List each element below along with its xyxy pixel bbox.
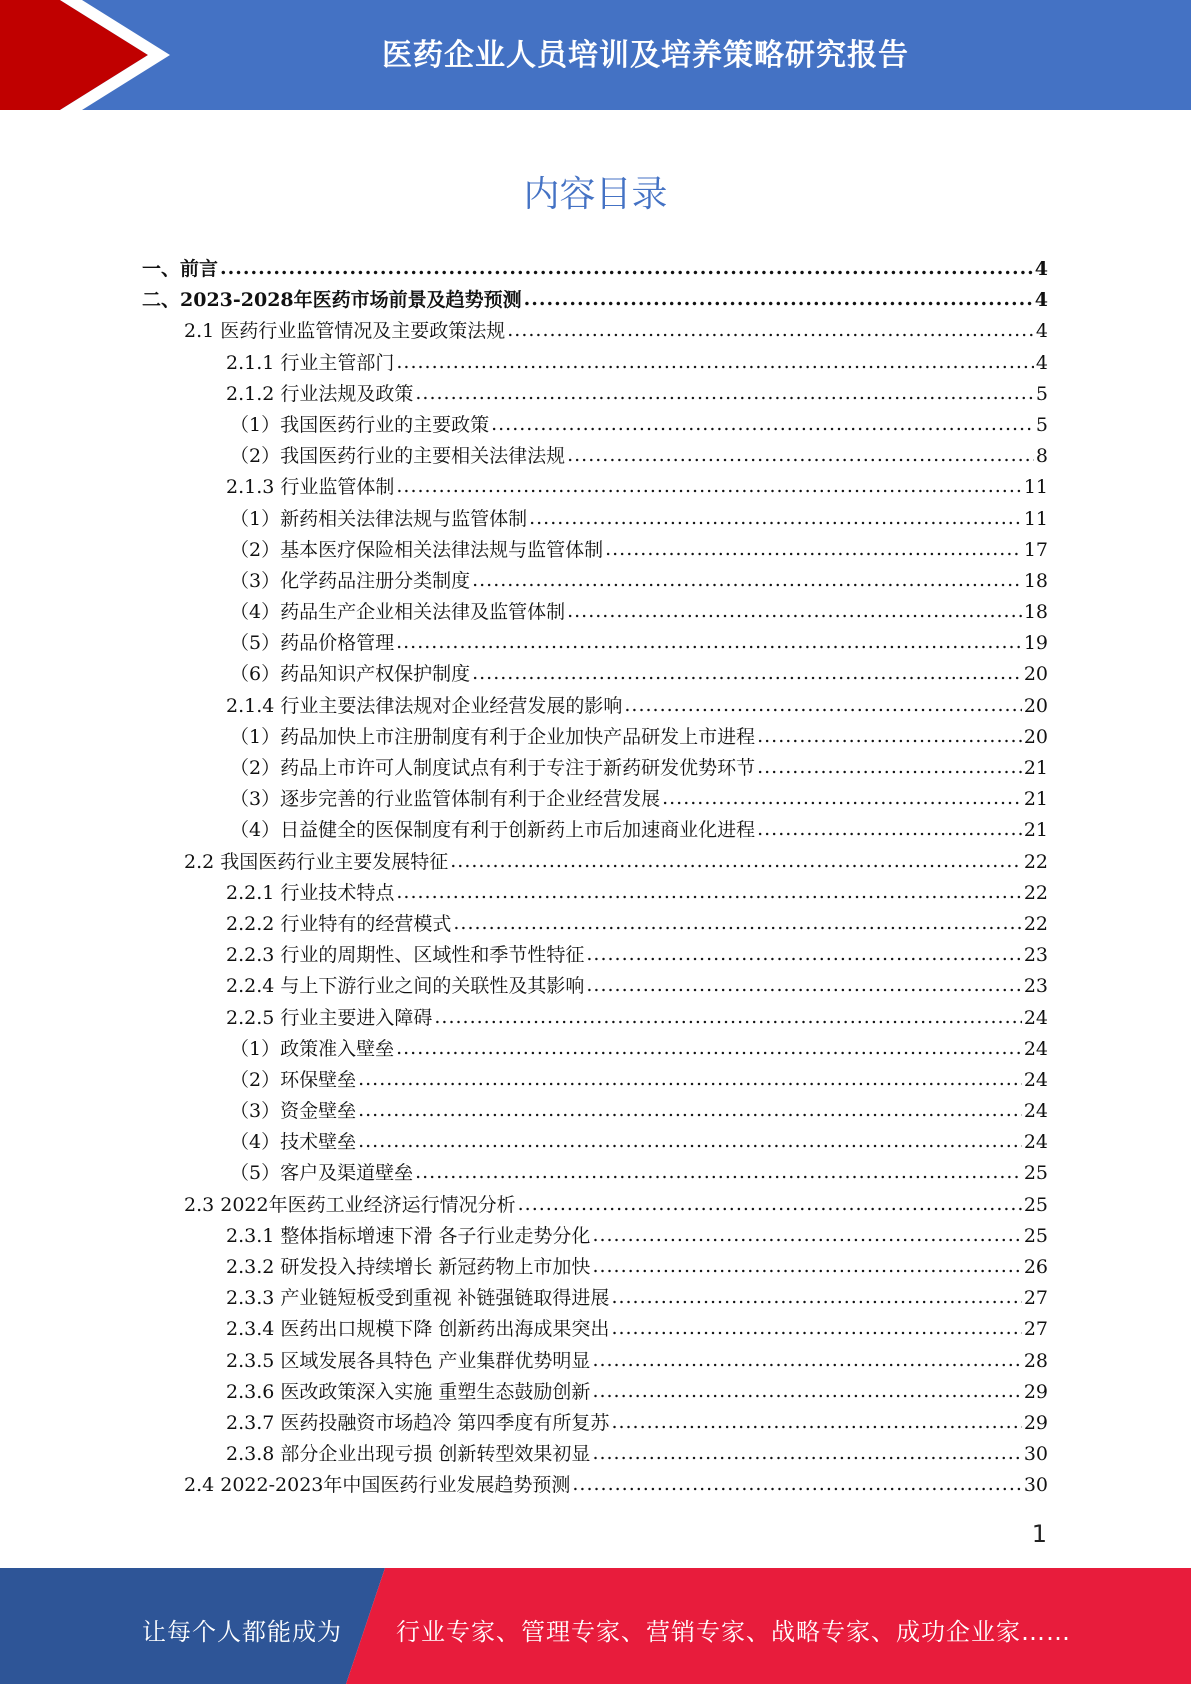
toc-dot-leader <box>396 627 1022 658</box>
toc-entry-title: 2.2 我国医药行业主要发展特征 <box>184 850 449 873</box>
toc-entry-page: 28 <box>1023 1349 1048 1372</box>
toc-entry-title: 2.1.1 行业主管部门 <box>226 351 395 374</box>
toc-entry-title: 2.3 2022年医药工业经济运行情况分析 <box>184 1193 516 1216</box>
toc-dot-leader <box>220 253 1033 284</box>
toc-dot-leader <box>396 1033 1022 1064</box>
toc-entry-title: （3）资金壁垒 <box>230 1100 357 1123</box>
toc-entry-title: （1）我国医药行业的主要政策 <box>230 413 490 436</box>
toc-entry-title: （4）日益健全的医保制度有利于创新药上市后加速商业化进程 <box>230 819 756 842</box>
toc-entry-page: 30 <box>1023 1443 1048 1466</box>
toc-entry-title: 2.3.8 部分企业出现亏损 创新转型效果初显 <box>226 1443 591 1466</box>
toc-entry-page: 4 <box>1035 351 1048 374</box>
toc-entry[interactable] <box>142 722 1048 753</box>
toc-entry-page: 20 <box>1023 694 1048 717</box>
toc-entry[interactable] <box>142 1377 1048 1408</box>
toc-entry[interactable] <box>142 940 1048 971</box>
toc-dot-leader <box>472 565 1022 596</box>
toc-entry[interactable] <box>142 1346 1048 1377</box>
header-band <box>0 0 1191 110</box>
toc-entry-page: 8 <box>1035 445 1048 468</box>
toc-entry-title: 2.2.5 行业主要进入障碍 <box>226 1006 433 1029</box>
toc-dot-leader <box>434 1002 1021 1033</box>
toc-entry[interactable] <box>142 659 1048 690</box>
toc-dot-leader <box>592 1345 1021 1376</box>
toc-entry[interactable] <box>142 1470 1048 1501</box>
toc-entry-title: 2.1 医药行业监管情况及主要政策法规 <box>184 320 506 343</box>
toc-entry-title: 2.3.2 研发投入持续增长 新冠药物上市加快 <box>226 1256 591 1278</box>
toc-entry[interactable] <box>142 1283 1048 1314</box>
toc-entry[interactable] <box>142 1252 1048 1283</box>
toc-entry-page: 22 <box>1023 912 1048 935</box>
toc-entry[interactable] <box>142 379 1048 410</box>
toc-entry-title: 2.3.4 医药出口规模下降 创新药出海成果突出 <box>226 1318 610 1341</box>
toc-entry-page: 29 <box>1023 1411 1048 1434</box>
toc-entry-title: （4）技术壁垒 <box>230 1131 357 1154</box>
footer-slogan-left: 让每个人都能成为 <box>142 1618 342 1646</box>
toc-entry-title: （2）基本医疗保险相关法律法规与监管体制 <box>230 538 604 561</box>
toc-dot-leader <box>757 814 1022 845</box>
toc-dot-leader <box>358 1095 1022 1126</box>
toc-entry[interactable] <box>142 597 1048 628</box>
toc-entry[interactable] <box>142 472 1048 503</box>
toc-dot-leader <box>518 1189 1022 1220</box>
toc-entry[interactable] <box>142 285 1048 316</box>
toc-dot-leader <box>757 721 1022 752</box>
toc-entry-title: （2）我国医药行业的主要相关法律法规 <box>230 445 566 468</box>
toc-dot-leader <box>592 1220 1021 1251</box>
toc-entry[interactable] <box>142 1221 1048 1252</box>
toc-entry[interactable] <box>142 1314 1048 1345</box>
toc-dot-leader <box>358 1064 1022 1095</box>
toc-dot-leader <box>572 1469 1021 1500</box>
toc-entry-page: 22 <box>1023 881 1048 904</box>
toc-dot-leader <box>611 1407 1021 1438</box>
toc-entry[interactable] <box>142 1127 1048 1158</box>
toc-dot-leader <box>757 752 1022 783</box>
toc-dot-leader <box>415 1157 1022 1188</box>
toc-dot-leader <box>592 1376 1021 1407</box>
toc-entry-page: 19 <box>1023 632 1048 655</box>
toc-entry[interactable] <box>142 1158 1048 1189</box>
toc-entry-page: 4 <box>1035 320 1048 343</box>
toc-entry-page: 24 <box>1023 1037 1048 1060</box>
report-title: 医药企业人员培训及培养策略研究报告 <box>382 38 909 73</box>
toc-entry-title: 一、前言 <box>142 258 219 280</box>
toc-entry-title: 2.3.6 医改政策深入实施 重塑生态鼓励创新 <box>226 1380 591 1403</box>
toc-entry-title: 2.2.2 行业特有的经营模式 <box>226 912 452 935</box>
toc-entry-title: 2.1.2 行业法规及政策 <box>226 382 414 405</box>
table-of-contents <box>142 254 1048 1502</box>
toc-entry-page: 11 <box>1023 507 1048 530</box>
toc-title: 内容目录 <box>523 174 668 215</box>
toc-entry-page: 29 <box>1023 1380 1048 1403</box>
toc-entry-title: 2.1.3 行业监管体制 <box>226 476 395 499</box>
toc-entry[interactable] <box>142 691 1048 722</box>
toc-entry-title: 2.3.5 区域发展各具特色 产业集群优势明显 <box>226 1349 591 1372</box>
toc-dot-leader <box>592 1438 1021 1469</box>
toc-entry[interactable] <box>142 971 1048 1002</box>
toc-entry[interactable] <box>142 1439 1048 1470</box>
toc-entry-page: 4 <box>1034 258 1048 280</box>
toc-entry-title: 2.3.1 整体指标增速下滑 各子行业走势分化 <box>226 1224 591 1247</box>
toc-entry-title: （2）药品上市许可人制度试点有利于专注于新药研发优势环节 <box>230 757 756 779</box>
toc-entry-page: 21 <box>1023 819 1048 842</box>
toc-dot-leader <box>396 877 1021 908</box>
toc-dot-leader <box>524 284 1033 315</box>
toc-dot-leader <box>624 690 1021 721</box>
toc-entry-page: 20 <box>1023 663 1048 686</box>
toc-entry-page: 26 <box>1023 1256 1048 1278</box>
toc-entry-title: （1）药品加快上市注册制度有利于企业加快产品研发上市进程 <box>230 725 756 748</box>
toc-entry-page: 23 <box>1023 944 1048 967</box>
toc-dot-leader <box>529 503 1022 534</box>
toc-entry-page: 24 <box>1023 1068 1048 1091</box>
toc-entry-title: 2.3.3 产业链短板受到重视 补链强链取得进展 <box>226 1287 610 1310</box>
toc-dot-leader <box>586 939 1021 970</box>
toc-entry-page: 24 <box>1023 1100 1048 1123</box>
toc-dot-leader <box>611 1313 1021 1344</box>
toc-entry-page: 30 <box>1023 1474 1048 1497</box>
toc-entry-title: （1）政策准入壁垒 <box>230 1037 395 1060</box>
toc-entry-page: 5 <box>1035 413 1048 436</box>
toc-entry-title: （2）环保壁垒 <box>230 1068 357 1091</box>
toc-entry-title: 2.2.4 与上下游行业之间的关联性及其影响 <box>226 975 585 998</box>
toc-dot-leader <box>567 596 1022 627</box>
toc-entry-page: 4 <box>1034 289 1048 312</box>
toc-entry-page: 22 <box>1023 850 1048 873</box>
toc-dot-leader <box>586 970 1021 1001</box>
toc-entry-title: 2.4 2022-2023年中国医药行业发展趋势预测 <box>184 1474 571 1497</box>
toc-entry[interactable] <box>142 441 1048 472</box>
toc-entry[interactable] <box>142 1065 1048 1096</box>
toc-entry-title: （6）药品知识产权保护制度 <box>230 663 471 686</box>
toc-entry-page: 5 <box>1035 382 1048 405</box>
toc-entry[interactable] <box>142 628 1048 659</box>
toc-entry-page: 27 <box>1023 1287 1048 1310</box>
toc-entry-page: 24 <box>1023 1006 1048 1029</box>
toc-entry-page: 24 <box>1023 1131 1048 1154</box>
toc-entry[interactable] <box>142 1096 1048 1127</box>
toc-entry[interactable] <box>142 504 1048 535</box>
toc-dot-leader <box>396 471 1021 502</box>
toc-dot-leader <box>567 440 1034 471</box>
toc-entry[interactable] <box>142 878 1048 909</box>
toc-entry-page: 25 <box>1023 1224 1048 1247</box>
toc-entry[interactable] <box>142 254 1048 285</box>
toc-entry-title: 二、2023-2028年医药市场前景及趋势预测 <box>142 289 522 312</box>
toc-entry[interactable] <box>142 909 1048 940</box>
toc-entry-title: （5）客户及渠道壁垒 <box>230 1162 414 1185</box>
toc-entry-page: 21 <box>1023 788 1048 811</box>
toc-entry-page: 25 <box>1023 1162 1048 1185</box>
toc-entry[interactable] <box>142 348 1048 379</box>
toc-dot-leader <box>662 783 1022 814</box>
toc-dot-leader <box>611 1282 1021 1313</box>
toc-entry-page: 18 <box>1023 601 1048 624</box>
toc-dot-leader <box>415 378 1034 409</box>
toc-entry[interactable] <box>142 784 1048 815</box>
toc-dot-leader <box>491 409 1034 440</box>
toc-entry-title: （4）药品生产企业相关法律及监管体制 <box>230 601 566 624</box>
toc-entry-page: 27 <box>1023 1318 1048 1341</box>
toc-dot-leader <box>450 846 1022 877</box>
toc-dot-leader <box>396 347 1034 378</box>
toc-dot-leader <box>507 315 1034 346</box>
toc-entry-title: 2.2.1 行业技术特点 <box>226 881 395 904</box>
toc-dot-leader <box>605 534 1022 565</box>
toc-entry-title: 2.1.4 行业主要法律法规对企业经营发展的影响 <box>226 694 623 717</box>
toc-entry[interactable] <box>142 316 1048 347</box>
toc-entry-title: （5）药品价格管理 <box>230 632 395 655</box>
toc-entry[interactable] <box>142 535 1048 566</box>
toc-entry-page: 21 <box>1023 757 1048 779</box>
toc-entry[interactable] <box>142 1408 1048 1439</box>
toc-entry-page: 25 <box>1023 1193 1048 1216</box>
toc-dot-leader <box>592 1251 1021 1282</box>
toc-entry[interactable] <box>142 1003 1048 1034</box>
toc-entry-title: 2.3.7 医药投融资市场趋冷 第四季度有所复苏 <box>226 1411 610 1434</box>
toc-dot-leader <box>472 658 1022 689</box>
page-number: 1 <box>1031 1520 1047 1548</box>
toc-entry[interactable] <box>142 1190 1048 1221</box>
footer-slogan-right: 行业专家、管理专家、营销专家、战略专家、成功企业家…… <box>396 1618 1071 1646</box>
toc-entry[interactable] <box>142 847 1048 878</box>
toc-entry[interactable] <box>142 566 1048 597</box>
toc-entry-title: （1）新药相关法律法规与监管体制 <box>230 507 528 530</box>
toc-entry-title: （3）逐步完善的行业监管体制有利于企业经营发展 <box>230 788 661 811</box>
toc-entry-page: 17 <box>1023 538 1048 561</box>
toc-entry-page: 11 <box>1023 476 1048 499</box>
toc-entry-page: 20 <box>1023 725 1048 748</box>
toc-dot-leader <box>453 908 1021 939</box>
toc-entry[interactable] <box>142 410 1048 441</box>
toc-entry[interactable] <box>142 1034 1048 1065</box>
toc-entry[interactable] <box>142 753 1048 784</box>
toc-entry-title: 2.2.3 行业的周期性、区域性和季节性特征 <box>226 944 585 967</box>
toc-entry-page: 23 <box>1023 975 1048 998</box>
toc-entry-page: 18 <box>1023 569 1048 592</box>
toc-entry[interactable] <box>142 815 1048 846</box>
toc-entry-title: （3）化学药品注册分类制度 <box>230 569 471 592</box>
toc-dot-leader <box>358 1126 1022 1157</box>
